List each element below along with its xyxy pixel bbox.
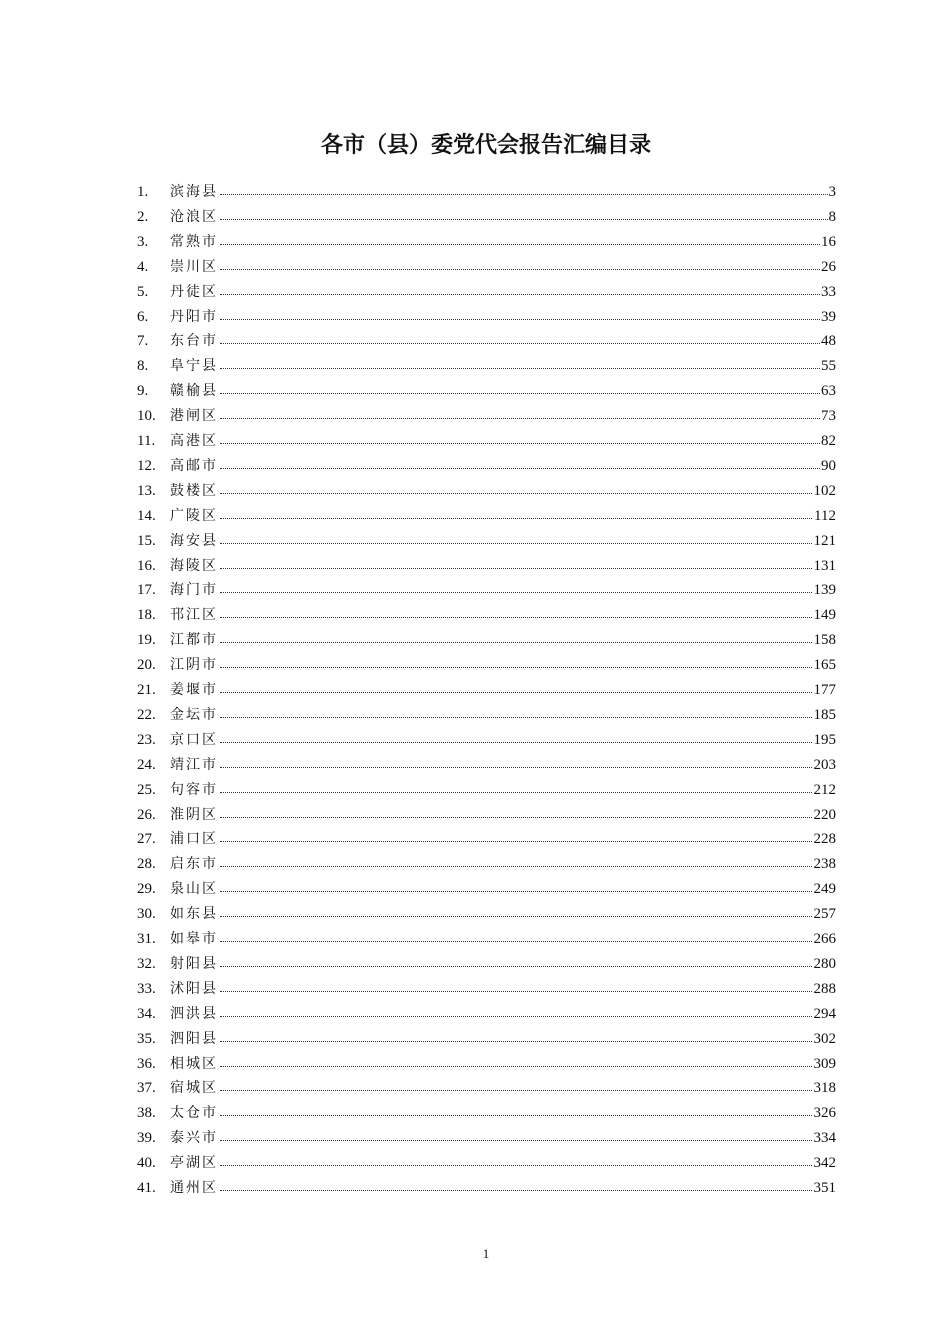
dot-leader-line bbox=[220, 991, 836, 992]
toc-entry-number: 3. bbox=[137, 233, 149, 250]
toc-entry-number: 5. bbox=[137, 283, 149, 300]
dot-leader-line bbox=[220, 717, 836, 718]
dot-leader-line bbox=[220, 1016, 836, 1017]
toc-entry-title: 如东县 bbox=[170, 902, 219, 927]
toc-entry-title: 泉山区 bbox=[170, 877, 219, 902]
toc-entry-title: 丹徒区 bbox=[170, 280, 219, 305]
dot-leader-line bbox=[220, 1090, 836, 1091]
toc-entry[interactable] bbox=[0, 927, 950, 952]
dot-leader-line bbox=[220, 1041, 836, 1042]
toc-dot-leader bbox=[220, 280, 836, 305]
toc-entry[interactable] bbox=[0, 255, 950, 280]
toc-entry-page: 294 bbox=[813, 1002, 837, 1027]
toc-entry-number: 37. bbox=[137, 1080, 156, 1097]
toc-entry-page: 48 bbox=[820, 329, 836, 354]
toc-entry-number: 32. bbox=[137, 955, 156, 972]
dot-leader-line bbox=[220, 443, 836, 444]
toc-entry-page: 203 bbox=[813, 753, 837, 778]
toc-dot-leader bbox=[220, 578, 836, 603]
dot-leader-line bbox=[220, 742, 836, 743]
toc-entry-title: 泗洪县 bbox=[170, 1002, 219, 1027]
dot-leader-line bbox=[220, 1066, 836, 1067]
toc-entry[interactable] bbox=[0, 877, 950, 902]
toc-entry-page: 112 bbox=[813, 504, 836, 529]
toc-entry-page: 249 bbox=[813, 877, 837, 902]
toc-entry-page: 280 bbox=[813, 952, 837, 977]
toc-entry-number: 21. bbox=[137, 682, 156, 698]
toc-entry-number: 15. bbox=[137, 532, 156, 549]
dot-leader-line bbox=[220, 1165, 836, 1166]
toc-entry-title: 句容市 bbox=[170, 778, 219, 803]
toc-entry-number: 4. bbox=[137, 258, 149, 275]
toc-entry[interactable] bbox=[0, 1002, 950, 1027]
toc-entry-title: 赣榆县 bbox=[170, 379, 219, 404]
toc-dot-leader bbox=[220, 504, 836, 529]
dot-leader-line bbox=[220, 194, 836, 195]
toc-dot-leader bbox=[220, 753, 836, 778]
dot-leader-line bbox=[220, 294, 836, 295]
toc-entry-page: 177 bbox=[813, 678, 837, 703]
toc-entry[interactable] bbox=[0, 653, 950, 678]
toc-entry-page: 3 bbox=[828, 180, 837, 205]
toc-dot-leader bbox=[220, 803, 836, 828]
toc-entry-title: 京口区 bbox=[170, 728, 219, 753]
toc-entry-title: 东台市 bbox=[170, 329, 219, 354]
toc-entry-number: 12. bbox=[137, 457, 156, 474]
toc-entry[interactable] bbox=[0, 354, 950, 379]
toc-entry-page: 220 bbox=[813, 803, 837, 828]
toc-entry-page: 334 bbox=[813, 1126, 837, 1151]
toc-entry-number: 26. bbox=[137, 806, 156, 823]
toc-entry[interactable] bbox=[0, 305, 950, 330]
toc-entry-page: 149 bbox=[813, 603, 837, 628]
toc-entry-title: 太仓市 bbox=[170, 1101, 219, 1126]
toc-dot-leader bbox=[220, 329, 836, 354]
toc-entry-title: 如皋市 bbox=[170, 927, 219, 952]
toc-entry-title: 通州区 bbox=[170, 1176, 219, 1201]
dot-leader-line bbox=[220, 817, 836, 818]
toc-entry-page: 302 bbox=[813, 1027, 837, 1052]
toc-entry[interactable] bbox=[0, 504, 950, 529]
toc-entry-number: 36. bbox=[137, 1055, 156, 1072]
toc-entry[interactable] bbox=[0, 902, 950, 927]
toc-entry-title: 江阴市 bbox=[170, 653, 219, 678]
toc-entry-title: 启东市 bbox=[170, 852, 219, 877]
toc-entry-number: 35. bbox=[137, 1030, 156, 1047]
toc-entry-page: 309 bbox=[813, 1052, 837, 1077]
toc-dot-leader bbox=[220, 653, 836, 678]
toc-entry-number: 8. bbox=[137, 358, 149, 375]
toc-dot-leader bbox=[220, 827, 836, 852]
toc-entry[interactable] bbox=[0, 1076, 950, 1101]
toc-entry-title: 淮阴区 bbox=[170, 803, 219, 828]
toc-entry-number: 11. bbox=[137, 433, 156, 449]
toc-entry[interactable] bbox=[0, 1052, 950, 1077]
toc-entry-title: 阜宁县 bbox=[170, 354, 219, 379]
toc-dot-leader bbox=[220, 354, 836, 379]
dot-leader-line bbox=[220, 1190, 836, 1191]
toc-dot-leader bbox=[220, 678, 836, 703]
toc-entry[interactable] bbox=[0, 977, 950, 1002]
toc-dot-leader bbox=[220, 628, 836, 653]
toc-entry-page: 90 bbox=[820, 454, 836, 479]
toc-entry[interactable] bbox=[0, 703, 950, 728]
toc-entry[interactable] bbox=[0, 429, 950, 454]
dot-leader-line bbox=[220, 792, 836, 793]
dot-leader-line bbox=[220, 518, 836, 519]
toc-entry-page: 342 bbox=[813, 1151, 837, 1176]
toc-dot-leader bbox=[220, 230, 836, 255]
toc-entry-number: 10. bbox=[137, 408, 156, 425]
toc-entry[interactable] bbox=[0, 628, 950, 653]
dot-leader-line bbox=[220, 592, 836, 593]
toc-entry-page: 8 bbox=[828, 205, 837, 230]
toc-entry[interactable] bbox=[0, 578, 950, 603]
toc-entry-page: 139 bbox=[813, 578, 837, 603]
dot-leader-line bbox=[220, 343, 836, 344]
toc-entry[interactable] bbox=[0, 479, 950, 504]
dot-leader-line bbox=[220, 891, 836, 892]
toc-entry-number: 24. bbox=[137, 756, 156, 773]
toc-dot-leader bbox=[220, 1002, 836, 1027]
toc-entry-page: 351 bbox=[813, 1176, 837, 1201]
toc-entry-title: 滨海县 bbox=[170, 180, 219, 205]
toc-entry-title: 崇川区 bbox=[170, 255, 219, 280]
toc-entry-title: 江都市 bbox=[170, 628, 219, 653]
toc-entry-title: 泗阳县 bbox=[170, 1027, 219, 1052]
toc-entry[interactable] bbox=[0, 827, 950, 852]
dot-leader-line bbox=[220, 568, 836, 569]
toc-entry-title: 沭阳县 bbox=[170, 977, 219, 1002]
toc-entry-page: 318 bbox=[813, 1076, 837, 1101]
toc-entry[interactable] bbox=[0, 778, 950, 803]
dot-leader-line bbox=[220, 368, 836, 369]
toc-entry-page: 63 bbox=[820, 379, 836, 404]
toc-entry-title: 靖江市 bbox=[170, 753, 219, 778]
toc-dot-leader bbox=[220, 977, 836, 1002]
toc-entry-title: 海门市 bbox=[170, 578, 219, 603]
dot-leader-line bbox=[220, 966, 836, 967]
toc-entry-title: 射阳县 bbox=[170, 952, 219, 977]
toc-entry-title: 港闸区 bbox=[170, 404, 219, 429]
toc-dot-leader bbox=[220, 379, 836, 404]
toc-entry-page: 288 bbox=[813, 977, 837, 1002]
toc-entry-title: 姜堰市 bbox=[170, 678, 219, 703]
toc-dot-leader bbox=[220, 1176, 836, 1201]
toc-entry[interactable] bbox=[0, 852, 950, 877]
toc-entry[interactable] bbox=[0, 678, 950, 703]
toc-entry[interactable] bbox=[0, 379, 950, 404]
toc-entry[interactable] bbox=[0, 230, 950, 255]
toc-dot-leader bbox=[220, 529, 836, 554]
toc-entry-page: 266 bbox=[813, 927, 837, 952]
toc-entry-page: 185 bbox=[813, 703, 837, 728]
toc-entry-number: 14. bbox=[137, 507, 156, 524]
toc-entry-title: 沧浪区 bbox=[170, 205, 219, 230]
toc-entry-page: 121 bbox=[813, 529, 837, 554]
toc-entry-title: 浦口区 bbox=[170, 827, 219, 852]
toc-entry[interactable] bbox=[0, 554, 950, 579]
toc-dot-leader bbox=[220, 603, 836, 628]
toc-entry-title: 丹阳市 bbox=[170, 305, 219, 330]
toc-entry-title: 邗江区 bbox=[170, 603, 219, 628]
toc-entry-number: 13. bbox=[137, 482, 156, 499]
toc-entry[interactable] bbox=[0, 280, 950, 305]
toc-entry-title: 相城区 bbox=[170, 1052, 219, 1077]
toc-dot-leader bbox=[220, 1027, 836, 1052]
toc-entry-number: 38. bbox=[137, 1105, 156, 1122]
toc-entry[interactable] bbox=[0, 454, 950, 479]
toc-entry[interactable] bbox=[0, 180, 950, 205]
toc-entry-page: 257 bbox=[813, 902, 837, 927]
toc-entry[interactable] bbox=[0, 952, 950, 977]
toc-dot-leader bbox=[220, 479, 836, 504]
toc-entry-title: 高港区 bbox=[170, 429, 219, 454]
toc-dot-leader bbox=[220, 1076, 836, 1101]
dot-leader-line bbox=[220, 1115, 836, 1116]
toc-entry-number: 34. bbox=[137, 1005, 156, 1022]
toc-entry-number: 22. bbox=[137, 706, 156, 723]
toc-entry-number: 23. bbox=[137, 731, 156, 748]
toc-entry-number: 39. bbox=[137, 1130, 156, 1147]
toc-dot-leader bbox=[220, 205, 836, 230]
toc-entry-number: 33. bbox=[137, 980, 156, 997]
toc-entry-page: 33 bbox=[820, 280, 836, 305]
dot-leader-line bbox=[220, 916, 836, 917]
toc-entry-title: 鼓楼区 bbox=[170, 479, 219, 504]
toc-entry-page: 212 bbox=[813, 778, 837, 803]
toc-dot-leader bbox=[220, 778, 836, 803]
dot-leader-line bbox=[220, 667, 836, 668]
toc-dot-leader bbox=[220, 404, 836, 429]
toc-dot-leader bbox=[220, 454, 836, 479]
toc-dot-leader bbox=[220, 305, 836, 330]
toc-entry[interactable] bbox=[0, 329, 950, 354]
toc-dot-leader bbox=[220, 927, 836, 952]
dot-leader-line bbox=[220, 269, 836, 270]
dot-leader-line bbox=[220, 617, 836, 618]
toc-entry[interactable] bbox=[0, 1101, 950, 1126]
toc-entry-number: 31. bbox=[137, 931, 156, 947]
toc-dot-leader bbox=[220, 429, 836, 454]
toc-entry[interactable] bbox=[0, 1151, 950, 1176]
toc-entry-number: 7. bbox=[137, 333, 149, 350]
toc-entry-title: 海安县 bbox=[170, 529, 219, 554]
dot-leader-line bbox=[220, 941, 836, 942]
page-number: 1 bbox=[482, 1246, 490, 1261]
toc-entry[interactable] bbox=[0, 803, 950, 828]
toc-entry-number: 27. bbox=[137, 831, 156, 848]
toc-dot-leader bbox=[220, 554, 836, 579]
dot-leader-line bbox=[220, 418, 836, 419]
toc-dot-leader bbox=[220, 852, 836, 877]
toc-entry-number: 20. bbox=[137, 657, 156, 674]
toc-entry[interactable] bbox=[0, 1176, 950, 1201]
toc-entry[interactable] bbox=[0, 753, 950, 778]
toc-dot-leader bbox=[220, 1151, 836, 1176]
dot-leader-line bbox=[220, 219, 836, 220]
dot-leader-line bbox=[220, 866, 836, 867]
toc-entry-page: 73 bbox=[820, 404, 836, 429]
toc-entry-number: 17. bbox=[137, 582, 156, 599]
toc-entry-page: 39 bbox=[820, 305, 836, 330]
toc-entry-page: 131 bbox=[813, 554, 837, 579]
toc-entry-number: 30. bbox=[137, 906, 156, 923]
toc-entry-number: 6. bbox=[137, 308, 149, 325]
page-title: 各市（县）委党代会报告汇编目录 bbox=[320, 132, 651, 158]
toc-entry-page: 228 bbox=[813, 827, 837, 852]
dot-leader-line bbox=[220, 393, 836, 394]
toc-entry-number: 41. bbox=[137, 1180, 156, 1196]
dot-leader-line bbox=[220, 493, 836, 494]
toc-entry-number: 18. bbox=[137, 607, 156, 624]
toc-entry-title: 广陵区 bbox=[170, 504, 219, 529]
toc-entry-title: 亭湖区 bbox=[170, 1151, 219, 1176]
toc-dot-leader bbox=[220, 1101, 836, 1126]
toc-entry-page: 238 bbox=[813, 852, 837, 877]
toc-dot-leader bbox=[220, 255, 836, 280]
toc-entry-page: 55 bbox=[820, 354, 836, 379]
toc-entry-title: 常熟市 bbox=[170, 230, 219, 255]
toc-entry[interactable] bbox=[0, 1126, 950, 1151]
toc-entry-page: 326 bbox=[813, 1101, 837, 1126]
toc-entry[interactable] bbox=[0, 603, 950, 628]
toc-entry-title: 高邮市 bbox=[170, 454, 219, 479]
toc-entry-number: 40. bbox=[137, 1155, 156, 1172]
toc-entry-number: 28. bbox=[137, 856, 156, 873]
toc-dot-leader bbox=[220, 902, 836, 927]
toc-entry[interactable] bbox=[0, 529, 950, 554]
toc-dot-leader bbox=[220, 728, 836, 753]
dot-leader-line bbox=[220, 1140, 836, 1141]
toc-entry-title: 海陵区 bbox=[170, 554, 219, 579]
toc-entry[interactable] bbox=[0, 728, 950, 753]
toc-entry-number: 2. bbox=[137, 208, 149, 225]
toc-entry-number: 19. bbox=[137, 632, 156, 649]
dot-leader-line bbox=[220, 767, 836, 768]
toc-entry-number: 29. bbox=[137, 881, 156, 898]
toc-entry-page: 82 bbox=[820, 429, 836, 454]
dot-leader-line bbox=[220, 319, 836, 320]
toc-entry-number: 16. bbox=[137, 557, 156, 574]
toc-entry[interactable] bbox=[0, 404, 950, 429]
dot-leader-line bbox=[220, 841, 836, 842]
toc-entry-page: 102 bbox=[813, 479, 837, 504]
toc-dot-leader bbox=[220, 877, 836, 902]
dot-leader-line bbox=[220, 244, 836, 245]
toc-entry-title: 泰兴市 bbox=[170, 1126, 219, 1151]
toc-dot-leader bbox=[220, 1052, 836, 1077]
toc-entry-page: 195 bbox=[813, 728, 837, 753]
dot-leader-line bbox=[220, 468, 836, 469]
toc-entry-title: 金坛市 bbox=[170, 703, 219, 728]
dot-leader-line bbox=[220, 543, 836, 544]
toc-entry-title: 宿城区 bbox=[170, 1076, 219, 1101]
toc-dot-leader bbox=[220, 703, 836, 728]
toc-entry-page: 158 bbox=[813, 628, 837, 653]
toc-entry[interactable] bbox=[0, 1027, 950, 1052]
dot-leader-line bbox=[220, 642, 836, 643]
toc-entry-number: 1. bbox=[137, 184, 149, 200]
toc-entry-page: 165 bbox=[813, 653, 837, 678]
toc-entry-number: 25. bbox=[137, 781, 156, 798]
toc-entry-number: 9. bbox=[137, 383, 149, 400]
toc-dot-leader bbox=[220, 180, 836, 205]
toc-entry-page: 16 bbox=[820, 230, 836, 255]
toc-dot-leader bbox=[220, 952, 836, 977]
dot-leader-line bbox=[220, 692, 836, 693]
toc-entry-page: 26 bbox=[820, 255, 836, 280]
toc-dot-leader bbox=[220, 1126, 836, 1151]
toc-entry[interactable] bbox=[0, 205, 950, 230]
